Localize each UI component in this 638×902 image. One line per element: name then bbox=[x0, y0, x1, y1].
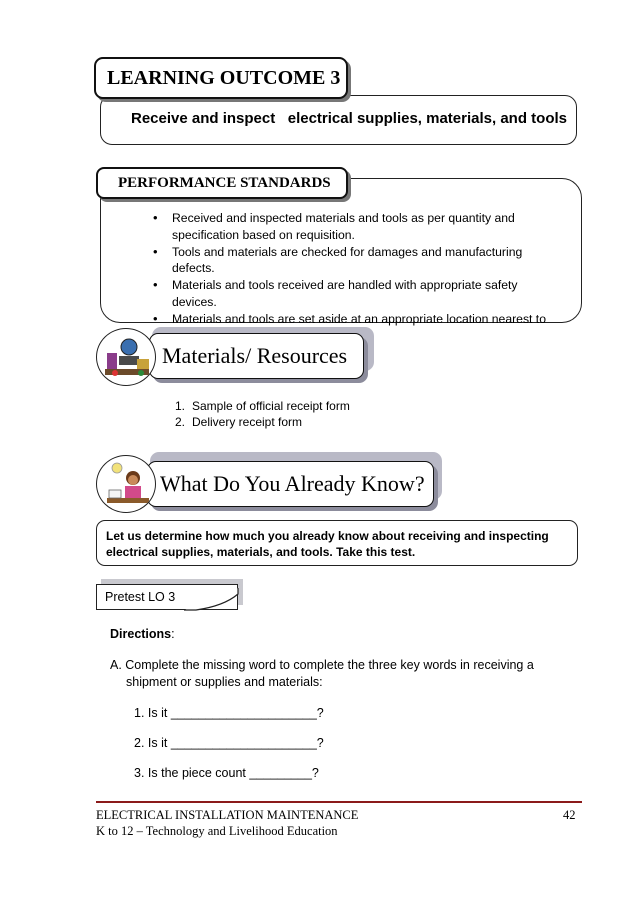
page-number: 42 bbox=[563, 808, 576, 822]
tools-icon bbox=[97, 329, 156, 386]
footer-title: ELECTRICAL INSTALLATION MAINTENANCE bbox=[96, 808, 359, 822]
performance-standards-label: PERFORMANCE STANDARDS bbox=[96, 167, 348, 199]
question: 3. Is the piece count _________? bbox=[134, 766, 319, 780]
list-item: • Tools and materials are checked for damages and manufacturing defects. bbox=[150, 244, 560, 278]
already-know-illustration bbox=[96, 455, 156, 513]
intro-box: Let us determine how much you already know about receiving and inspecting electrical supplies, materials, and tools. Take this test. bbox=[96, 520, 578, 566]
performance-standards-list bbox=[150, 210, 560, 344]
list-item: • Materials and tools are set aside at an appropriate location nearest to bbox=[150, 311, 560, 345]
list-item: • Received and inspected materials and tools as per quantity and specification based on requisition. bbox=[150, 210, 560, 244]
list-item: 1. Sample of official receipt form bbox=[175, 399, 350, 413]
question: 2. Is it _____________________? bbox=[134, 736, 324, 750]
footer-subtitle: K to 12 – Technology and Livelihood Education bbox=[96, 824, 338, 838]
list-item: • Materials and tools received are handled with appropriate safety devices. bbox=[150, 277, 560, 311]
materials-illustration bbox=[96, 328, 156, 386]
learning-outcome-label: LEARNING OUTCOME 3 bbox=[94, 57, 348, 99]
page-curl-icon bbox=[184, 588, 244, 614]
directions: Directions: bbox=[110, 627, 175, 641]
pretest-tab: Pretest LO 3 bbox=[96, 584, 238, 610]
already-know-heading: What Do You Already Know? bbox=[147, 461, 434, 507]
materials-list bbox=[175, 399, 350, 430]
learning-outcome-text: Receive and inspect electrical supplies, materials, and tools bbox=[131, 110, 568, 127]
list-item: 2. Delivery receipt form bbox=[175, 414, 303, 429]
question: 1. Is it _____________________? bbox=[134, 706, 324, 720]
footer-rule bbox=[96, 801, 582, 803]
instruction-text: A. Complete the missing word to complete the three key words in receiving a shipment or supplies and materials: bbox=[110, 658, 534, 689]
materials-heading: Materials/ Resources bbox=[149, 333, 364, 379]
student-icon bbox=[97, 456, 156, 513]
